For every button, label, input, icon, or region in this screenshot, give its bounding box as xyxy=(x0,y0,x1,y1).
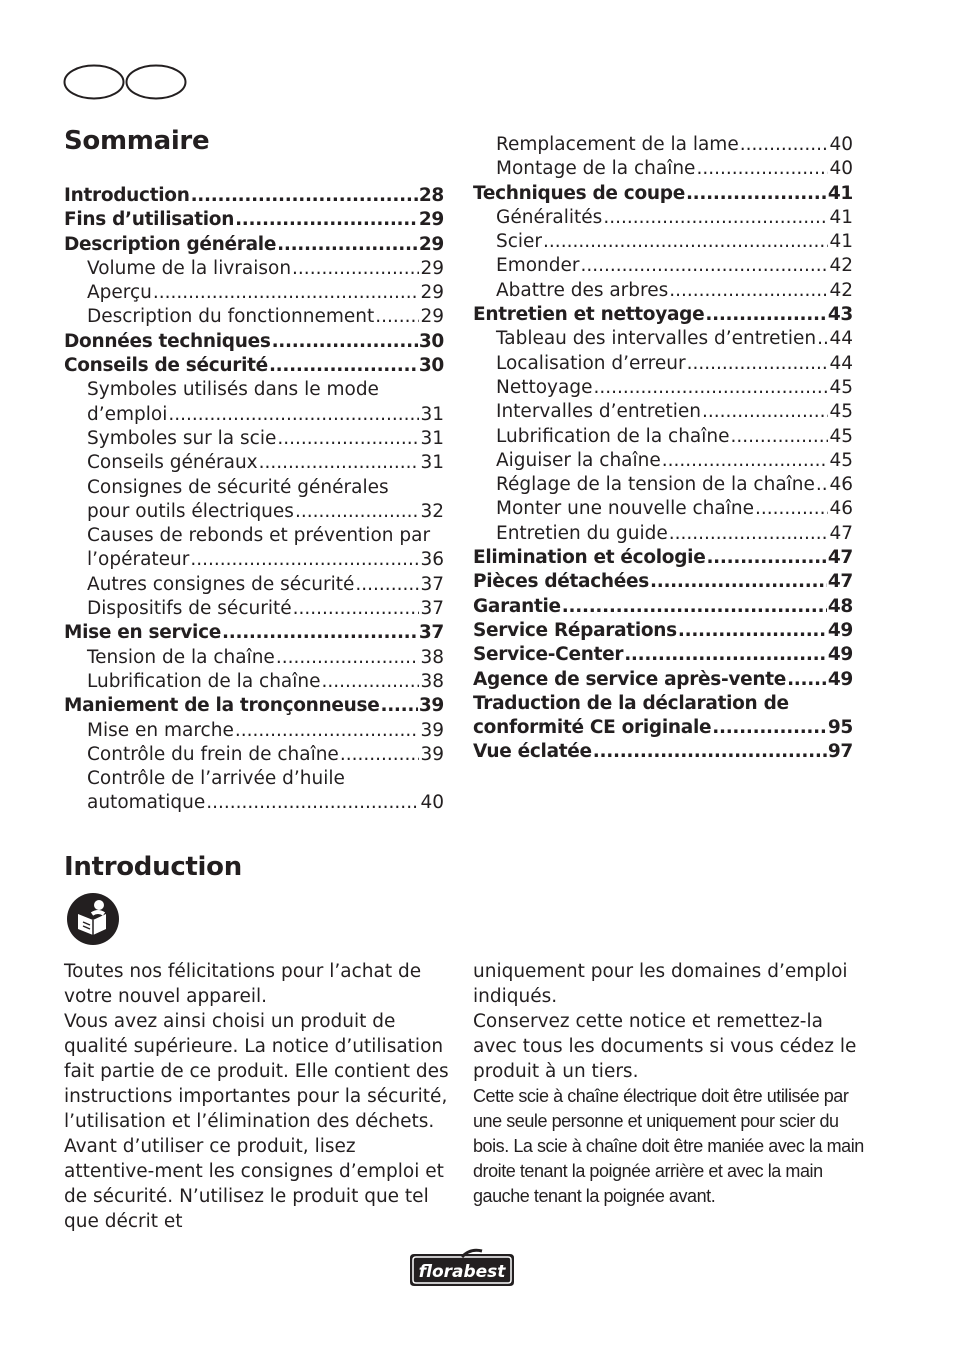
toc-entry xyxy=(64,646,444,670)
toc-entry-page: 45 xyxy=(829,425,853,447)
toc-leader-dots xyxy=(543,230,828,254)
toc-entry-title: Lubrification de la chaîne xyxy=(496,425,730,447)
toc-entry-page: 40 xyxy=(829,134,853,155)
intro-paragraph: Conservez cette notice et remettez-la avec tous les documents si vous cédez le produit à un tiers. xyxy=(473,1011,857,1082)
toc-entry-page: 31 xyxy=(420,452,444,474)
toc-leader-dots xyxy=(277,427,419,451)
toc-entry xyxy=(64,597,444,621)
toc-entry xyxy=(64,573,444,597)
toc-entry-page: 28 xyxy=(418,185,444,206)
toc-entry xyxy=(473,425,853,449)
toc-leader-dots xyxy=(817,327,828,351)
toc-leader-dots xyxy=(593,740,827,764)
toc-entry xyxy=(473,595,853,619)
toc-entry-lead: Consignes de sécurité générales xyxy=(87,476,389,498)
intro-paragraph: Vous avez ainsi choisi un produit de qualité supérieure. La notice d’utilisation fait partie de ce produit. Elle contient des instructions importantes pour la sécurité, l’utilisation et l’élimination des déchets. Avant d’utiliser ce produit, lisez attentive-ment les consignes d’emploi et de sécurité. N’utilisez le produit que tel que décrit et xyxy=(64,1011,449,1232)
toc-entry-page: 46 xyxy=(829,474,853,496)
toc-entry-title: Entretien du guide xyxy=(496,522,668,544)
toc-entry xyxy=(64,670,444,694)
toc-leader-dots xyxy=(293,597,420,621)
toc-entry-lead: Symboles utilisés dans le mode xyxy=(87,379,379,401)
toc-entry-page: 29 xyxy=(418,209,444,231)
toc-entry xyxy=(473,254,853,278)
toc-entry-title: Contrôle du frein de chaîne xyxy=(87,743,339,765)
toc-entry-page: 49 xyxy=(827,619,853,641)
intro-left-column xyxy=(64,959,449,1234)
toc-entry-page: 38 xyxy=(420,646,444,668)
toc-entry-title: Fins d’utilisation xyxy=(64,209,235,231)
toc-entry xyxy=(64,621,444,645)
toc-entry-page: 41 xyxy=(829,231,853,253)
toc-leader-dots xyxy=(740,133,829,157)
toc-leader-dots xyxy=(168,403,419,427)
toc-entry-page: 45 xyxy=(829,376,853,398)
toc-leader-dots xyxy=(593,376,828,400)
toc-entry xyxy=(473,740,853,764)
toc-entry-page: 41 xyxy=(829,206,853,228)
toc-entry-page: 39 xyxy=(420,719,444,741)
toc-entry-page: 48 xyxy=(827,595,853,617)
toc-entry-title: Abattre des arbres xyxy=(496,279,669,301)
toc-entry-page: 39 xyxy=(420,743,444,765)
toc-entry-page: 31 xyxy=(420,427,444,449)
toc-entry-page: 49 xyxy=(827,644,853,666)
toc-entry xyxy=(473,206,853,230)
toc-entry xyxy=(64,451,444,475)
toc-entry-page: 44 xyxy=(829,352,853,374)
toc-leader-dots xyxy=(206,791,419,815)
toc-entry-page: 31 xyxy=(420,403,444,425)
toc-entry-page: 37 xyxy=(420,598,444,620)
toc-entry-page: 47 xyxy=(827,547,853,569)
toc-entry-page: 37 xyxy=(420,573,444,595)
toc-leader-dots xyxy=(235,719,420,743)
toc-entry xyxy=(473,449,853,473)
toc-entry-page: 97 xyxy=(827,741,853,763)
toc-entry xyxy=(473,522,853,546)
toc-right-column xyxy=(473,133,853,765)
toc-leader-dots xyxy=(624,643,827,667)
toc-entry-page: 37 xyxy=(418,622,444,644)
toc-entry-page: 32 xyxy=(420,500,444,522)
toc-leader-dots xyxy=(603,206,828,230)
toc-entry-page: 39 xyxy=(418,695,444,717)
toc-entry-title: Intervalles d’entretien xyxy=(496,401,701,423)
toc-leader-dots xyxy=(191,184,418,208)
toc-entry xyxy=(64,233,444,257)
toc-entry xyxy=(64,694,444,718)
toc-leader-dots xyxy=(340,743,420,767)
toc-entry-title: Service Réparations xyxy=(473,619,677,641)
toc-entry xyxy=(473,716,853,740)
toc-entry-title: Maniement de la tronçonneuse xyxy=(64,695,380,717)
toc-entry-page: 40 xyxy=(420,792,444,814)
toc-entry xyxy=(64,305,444,329)
toc-leader-dots xyxy=(702,400,828,424)
toc-leader-dots xyxy=(277,233,418,257)
toc-entry-page: 43 xyxy=(827,304,853,326)
toc-entry-page: 47 xyxy=(827,571,853,593)
toc-entry-title: Monter une nouvelle chaîne xyxy=(496,498,754,520)
toc-heading: Sommaire xyxy=(64,126,210,156)
toc-leader-dots xyxy=(686,182,827,206)
toc-leader-dots xyxy=(222,621,418,645)
toc-entry xyxy=(64,330,444,354)
toc-entry-lead: Traduction de la déclaration de xyxy=(473,692,789,714)
toc-entry-title: Pièces détachées xyxy=(473,571,649,593)
toc-entry-title: Conseils de sécurité xyxy=(64,355,268,377)
toc-leader-dots xyxy=(235,208,418,232)
toc-entry xyxy=(64,719,444,743)
toc-entry-title: pour outils électriques xyxy=(87,500,294,522)
toc-entry-page: 38 xyxy=(420,670,444,692)
toc-entry-title: Volume de la livraison xyxy=(87,257,292,279)
toc-leader-dots xyxy=(153,281,420,305)
toc-entry xyxy=(64,184,444,208)
toc-entry-title: Aiguiser la chaîne xyxy=(496,449,661,471)
toc-entry-title: Garantie xyxy=(473,595,561,617)
toc-entry-title: Emonder xyxy=(496,255,580,277)
toc-entry-title: Remplacement de la lame xyxy=(496,134,739,155)
toc-entry-page: 49 xyxy=(827,668,853,690)
toc-entry xyxy=(473,279,853,303)
intro-paragraph: Toutes nos félicitations pour l’achat de votre nouvel appareil. xyxy=(64,961,422,1007)
toc-entry-page: 46 xyxy=(829,498,853,520)
intro-right-column xyxy=(473,959,865,1209)
toc-entry xyxy=(473,182,853,206)
toc-leader-dots xyxy=(662,449,829,473)
toc-entry-title: Vue éclatée xyxy=(473,741,592,763)
toc-entry-page: 42 xyxy=(829,255,853,277)
toc-entry-title: Symboles sur la scie xyxy=(87,427,277,449)
toc-leader-dots xyxy=(581,254,829,278)
toc-entry-lead: Causes de rebonds et prévention par xyxy=(87,525,431,547)
toc-entry-page: 47 xyxy=(829,522,853,544)
toc-entry-title: Mise en service xyxy=(64,622,222,644)
toc-leader-dots xyxy=(322,670,420,694)
toc-entry xyxy=(473,400,853,424)
toc-leader-dots xyxy=(687,352,829,376)
toc-entry xyxy=(64,427,444,451)
toc-entry xyxy=(473,133,853,157)
toc-entry xyxy=(473,303,853,327)
toc-entry-title: Lubrification de la chaîne xyxy=(87,670,321,692)
toc-leader-dots xyxy=(678,619,827,643)
toc-leader-dots xyxy=(259,451,420,475)
toc-entry xyxy=(64,791,444,815)
toc-leader-dots xyxy=(269,354,418,378)
toc-leader-dots xyxy=(669,522,829,546)
toc-entry xyxy=(64,208,444,232)
toc-entry-title: Tension de la chaîne xyxy=(87,646,275,668)
toc-left-column xyxy=(64,184,444,816)
toc-entry-page: 29 xyxy=(420,306,444,328)
toc-leader-dots xyxy=(292,257,419,281)
toc-entry-title: automatique xyxy=(87,792,206,814)
toc-entry-title: l’opérateur xyxy=(87,549,190,571)
toc-leader-dots xyxy=(731,425,829,449)
toc-entry-title: Données techniques xyxy=(64,330,271,352)
toc-entry-title: Introduction xyxy=(64,185,190,206)
toc-entry-title: conformité CE originale xyxy=(473,717,712,739)
toc-entry-title: Aperçu xyxy=(87,282,152,304)
toc-entry xyxy=(473,497,853,521)
toc-leader-dots xyxy=(272,330,418,354)
toc-leader-dots xyxy=(650,570,827,594)
toc-entry xyxy=(64,743,444,767)
toc-leader-dots xyxy=(562,595,827,619)
toc-entry xyxy=(64,500,444,524)
toc-entry-page: 30 xyxy=(418,330,444,352)
toc-entry-title: Mise en marche xyxy=(87,719,234,741)
toc-leader-dots xyxy=(355,573,419,597)
toc-entry-page: 36 xyxy=(420,549,444,571)
toc-leader-dots xyxy=(276,646,420,670)
toc-entry-page: 40 xyxy=(829,158,853,180)
toc-entry xyxy=(473,327,853,351)
toc-entry xyxy=(64,257,444,281)
toc-entry-page: 42 xyxy=(829,279,853,301)
toc-entry-page: 30 xyxy=(418,355,444,377)
toc-entry xyxy=(473,473,853,497)
toc-entry-title: Réglage de la tension de la chaîne xyxy=(496,474,815,496)
toc-leader-dots xyxy=(787,668,827,692)
toc-entry-title: Elimination et écologie xyxy=(473,547,706,569)
toc-entry-title: Montage de la chaîne xyxy=(496,158,696,180)
toc-entry xyxy=(64,281,444,305)
toc-entry xyxy=(473,668,853,692)
intro-paragraph-narrow: Cette scie à chaîne électrique doit être utilisée par une seule personne et uniquement pour scier du bois. La scie à chaîne doit être maniée avec la main droite tenant la poignée arrière et avec la main gauche tenant la poignée avant. xyxy=(473,1086,864,1206)
toc-leader-dots xyxy=(380,694,417,718)
toc-entry-title: Généralités xyxy=(496,206,603,228)
toc-leader-dots xyxy=(696,157,828,181)
toc-leader-dots xyxy=(712,716,827,740)
toc-entry-title: Autres consignes de sécurité xyxy=(87,573,355,595)
toc-entry xyxy=(64,403,444,427)
intro-heading: Introduction xyxy=(64,852,242,882)
toc-entry-title: Description du fonctionnement xyxy=(87,306,375,328)
toc-entry-title: Conseils généraux xyxy=(87,452,258,474)
toc-entry-title: Nettoyage xyxy=(496,376,593,398)
toc-entry-title: d’emploi xyxy=(87,403,168,425)
toc-entry xyxy=(64,354,444,378)
toc-entry xyxy=(473,570,853,594)
toc-entry-title: Localisation d’erreur xyxy=(496,352,686,374)
toc-entry-page: 29 xyxy=(420,257,444,279)
toc-leader-dots xyxy=(705,303,826,327)
toc-leader-dots xyxy=(706,546,826,570)
toc-entry xyxy=(473,157,853,181)
toc-entry-title: Description générale xyxy=(64,233,277,255)
toc-entry xyxy=(473,376,853,400)
toc-entry-page: 44 xyxy=(829,328,853,350)
toc-entry xyxy=(473,230,853,254)
toc-leader-dots xyxy=(755,497,828,521)
toc-entry-page: 45 xyxy=(829,401,853,423)
toc-entry xyxy=(473,546,853,570)
toc-entry-title: Techniques de coupe xyxy=(473,182,685,204)
toc-entry xyxy=(473,643,853,667)
toc-entry-title: Dispositifs de sécurité xyxy=(87,598,292,620)
read-manual-icon xyxy=(66,892,120,946)
toc-entry-page: 29 xyxy=(420,282,444,304)
toc-entry-title: Scier xyxy=(496,231,543,253)
logo-text: florabest xyxy=(418,1262,506,1282)
toc-leader-dots xyxy=(669,279,828,303)
toc-entry-title: Entretien et nettoyage xyxy=(473,304,705,326)
toc-entry-title: Service-Center xyxy=(473,644,624,666)
toc-leader-dots xyxy=(295,500,420,524)
language-badge-icon xyxy=(63,64,187,100)
toc-entry xyxy=(64,548,444,572)
toc-entry-page: 29 xyxy=(418,233,444,255)
toc-entry-lead: Contrôle de l’arrivée d’huile xyxy=(87,768,345,790)
intro-paragraph: uniquement pour les domaines d’emploi indiqués. xyxy=(473,961,848,1007)
toc-entry-title: Tableau des intervalles d’entretien xyxy=(496,328,817,350)
toc-entry xyxy=(473,619,853,643)
florabest-logo xyxy=(404,1248,520,1290)
toc-leader-dots xyxy=(816,473,829,497)
toc-entry-page: 41 xyxy=(827,182,853,204)
toc-leader-dots xyxy=(375,305,419,329)
toc-entry-page: 45 xyxy=(829,449,853,471)
toc-entry-title: Agence de service après-vente xyxy=(473,668,787,690)
toc-entry xyxy=(473,352,853,376)
toc-entry-page: 95 xyxy=(827,717,853,739)
toc-leader-dots xyxy=(190,548,419,572)
